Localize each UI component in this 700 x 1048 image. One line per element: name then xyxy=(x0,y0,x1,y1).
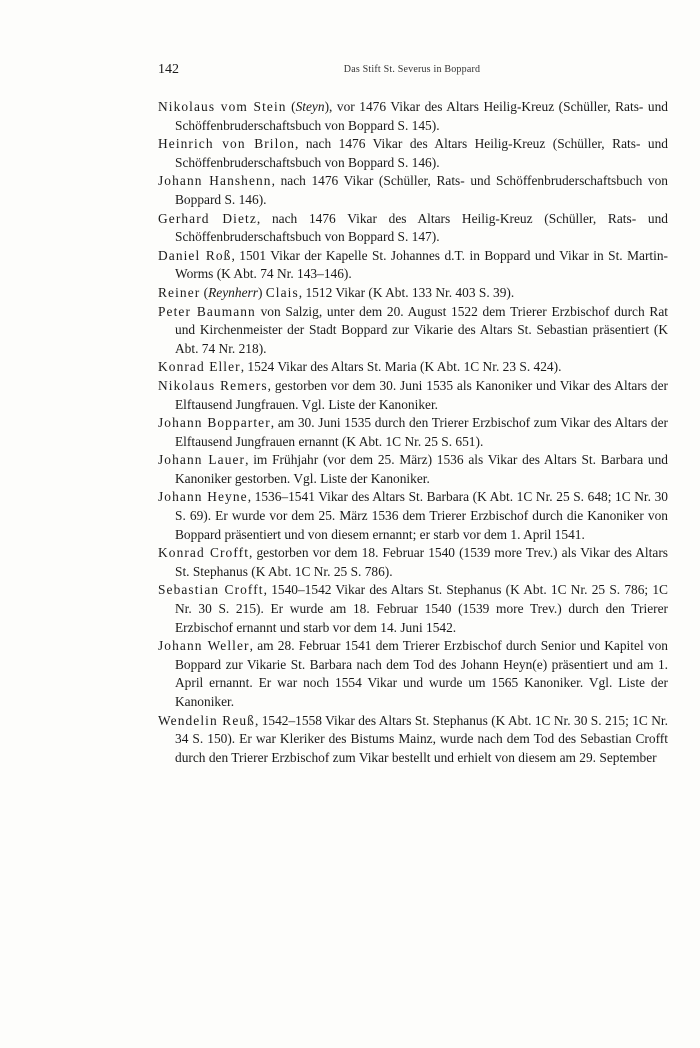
person-name: Johann Hanshenn xyxy=(158,173,272,189)
entry-text: , im Frühjahr (vor dem 25. März) 1536 als Vikar des Altars St. Barbara und Kanoniker gestorben. Vgl. Liste der Kanoniker. xyxy=(175,452,668,486)
entry-text: , nach 1476 Vikar des Altars Heilig-Kreuz (Schüller, Rats- und Schöffenbruderschaftsbuch von Boppard S. 147). xyxy=(175,210,668,245)
entry-text: , 1524 Vikar des Altars St. Maria (K Abt. 1C Nr. 23 S. 424). xyxy=(240,359,562,375)
entry-list xyxy=(158,98,668,767)
name-variant: Reynherr xyxy=(208,284,258,300)
person-name: Reiner xyxy=(158,284,201,300)
entry-text: , gestorben vor dem 18. Februar 1540 (1539 more Trev.) als Vikar des Altars St. Stephanus (K Abt. 1C Nr. 25 S. 786). xyxy=(175,545,668,579)
list-item xyxy=(158,172,668,209)
list-item xyxy=(158,451,668,488)
entry-text: , gestorben vor dem 30. Juni 1535 als Kanoniker und Vikar des Altars der Elftausend Jungfrauen. Vgl. Liste der Kanoniker. xyxy=(175,377,668,412)
entry-text: , nach 1476 Vikar des Altars Heilig-Kreuz (Schüller, Rats- und Schöffenbruderschaftsbuch von Boppard S. 146). xyxy=(175,136,668,170)
entry-text: , am 28. Februar 1541 dem Trierer Erzbischof durch Senior und Kapitel von Boppard zur Vikarie St. Barbara nach dem Tod des Johann Heyn(e) präsentiert und am 1. April ernannt. Er war noch 1554 Vikar und wurde um 1565 Kanoniker. Vgl. Liste der Kanoniker. xyxy=(175,638,668,709)
entry-text: , 1540–1542 Vikar des Altars St. Stephanus (K Abt. 1C Nr. 25 S. 786; 1C Nr. 30 S. 215). Er wurde am 18. Februar 1540 (1539 more Trev.) durch den Trierer Erzbischof ernannt und starb vor dem 14. Juni 1542. xyxy=(175,582,668,635)
entry-text: , nach 1476 Vikar (Schüller, Rats- und Schöffenbruderschaftsbuch von Boppard S. 146). xyxy=(175,173,668,207)
entry-text: , 1542–1558 Vikar des Altars St. Stephanus (K Abt. 1C Nr. 30 S. 215; 1C Nr. 34 S. 150). Er war Kleriker des Bistums Mainz, wurde nach dem Tod des Sebastian Crofft durch den Trierer Erzbischof zum Vikar bestellt und erhielt von diesem am 29. September xyxy=(175,712,668,765)
person-name: Johann Heyne xyxy=(158,489,248,505)
list-item xyxy=(158,581,668,637)
person-name: Johann Lauer xyxy=(158,452,246,468)
entry-text: ( xyxy=(286,99,296,114)
list-item: Reiner (Reynherr) Clais, 1512 Vikar (K Abt. 133 Nr. 403 S. 39). xyxy=(158,284,515,300)
person-surname: Clais xyxy=(265,284,299,300)
entry-text: , 1512 Vikar (K Abt. 133 Nr. 403 S. 39). xyxy=(298,284,515,300)
list-item xyxy=(158,488,668,544)
list-item xyxy=(158,303,668,359)
name-variant: Steyn xyxy=(295,99,325,114)
person-name: Sebastian Crofft xyxy=(158,582,264,598)
list-item xyxy=(158,135,668,172)
person-name: Konrad Eller xyxy=(158,359,241,375)
person-name: Konrad Crofft xyxy=(158,545,250,561)
person-name: Heinrich von Brilon xyxy=(158,136,296,152)
entry-text: , 1501 Vikar der Kapelle St. Johannes d.T. in Boppard und Vikar in St. Martin-Worms (K Abt. 74 Nr. 143–146). xyxy=(175,247,668,282)
list-item xyxy=(158,247,668,284)
list-item xyxy=(158,210,668,247)
list-item xyxy=(158,712,668,768)
person-name: Peter Baumann xyxy=(158,303,256,319)
page-header xyxy=(158,62,666,82)
page-number: 142 xyxy=(158,62,179,77)
list-item xyxy=(158,637,668,711)
person-name: Nikolaus Remers xyxy=(158,377,268,393)
entry-text: von Salzig, unter dem 20. August 1522 dem Trierer Erzbischof durch Rat und Kirchenmeister der Stadt Boppard zur Vikarie des Altars St. Sebastian präsentiert (K Abt. 74 Nr. 218). xyxy=(175,303,669,356)
person-name: Wendelin Reuß xyxy=(158,712,255,728)
entry-text: , 1536–1541 Vikar des Altars St. Barbara (K Abt. 1C Nr. 25 S. 648; 1C Nr. 30 S. 69). Er wurde vor dem 25. März 1536 dem Trierer Erzbischof durch die Kanoniker von Boppard präsentiert und von diesem ernannt; er starb vor dem 1. April 1541. xyxy=(175,489,668,542)
list-item xyxy=(158,544,668,581)
person-name: Johann Weller xyxy=(158,638,250,654)
running-title: Das Stift St. Severus in Boppard xyxy=(343,64,481,75)
list-item xyxy=(158,377,668,414)
list-item xyxy=(158,414,668,451)
entry-text: ), vor 1476 Vikar des Altars Heilig-Kreuz (Schüller, Rats- und Schöffenbruderschaftsbuch von Boppard S. 145). xyxy=(175,99,668,133)
person-name: Nikolaus vom Stein xyxy=(158,99,287,114)
person-name: Gerhard Dietz xyxy=(158,210,257,226)
person-name: Johann Bopparter xyxy=(158,415,271,431)
list-item xyxy=(158,98,668,135)
list-item xyxy=(158,358,668,377)
person-name: Daniel Roß xyxy=(158,247,232,263)
entry-text: , am 30. Juni 1535 durch den Trierer Erzbischof zum Vikar des Altars der Elftausend Jungfrauen ernannt (K Abt. 1C Nr. 25 S. 651). xyxy=(175,415,668,449)
